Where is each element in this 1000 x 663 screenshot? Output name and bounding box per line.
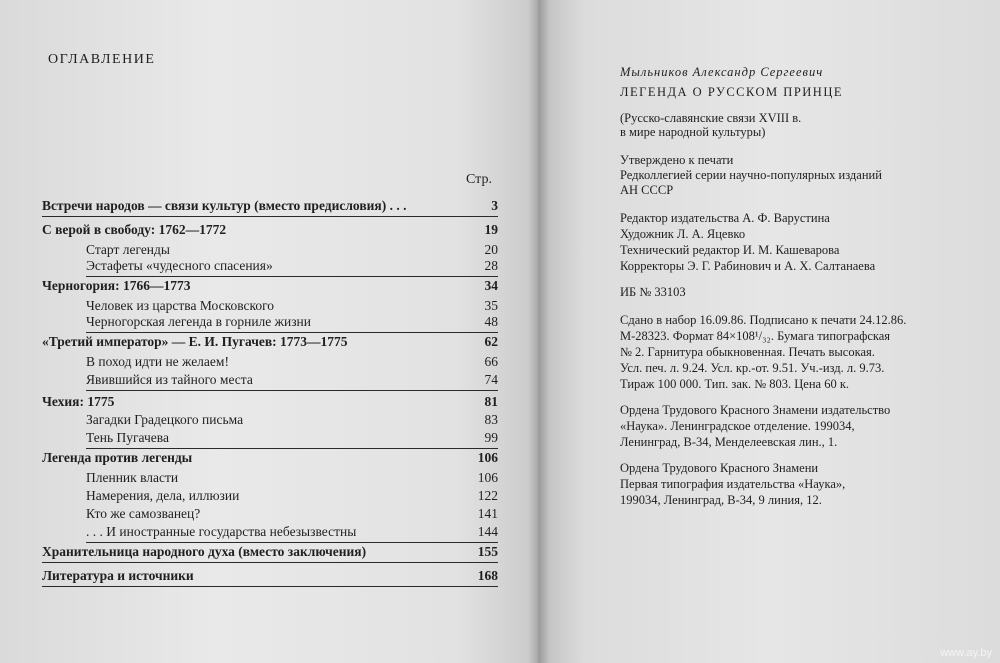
toc-entry-page: 3 [491, 198, 498, 213]
toc-entry [86, 522, 498, 542]
toc-entry-title: Явившийся из тайного места [86, 372, 253, 387]
toc-entry-title: Легенда против легенды [42, 450, 193, 465]
toc-entry-page: 74 [484, 372, 498, 387]
artist-line: Художник Л. А. Яцевко [620, 227, 746, 241]
publisher-line-1: Ордена Трудового Красного Знамени издательство [620, 403, 891, 417]
toc-entry [42, 448, 498, 468]
toc-entry-page: 83 [484, 412, 498, 427]
toc-entry [86, 410, 498, 430]
toc-entry-title: Старт легенды [86, 242, 170, 257]
toc-entry-page: 81 [484, 394, 498, 409]
print-line-5: Тираж 100 000. Тип. зак. № 803. Цена 60 к. [620, 377, 850, 391]
toc-entry-title: В поход идти не желаем! [86, 354, 229, 369]
subtitle-line-1: (Русско-славянские связи XVIII в. [620, 111, 802, 125]
toc-entry-title: Тень Пугачева [86, 430, 169, 445]
publisher-line-3: Ленинград, В-34, Менделеевская лин., 1. [620, 435, 838, 449]
toc-entry-title: «Третий император» — Е. И. Пугачев: 1773—1775 [42, 334, 348, 349]
toc-entry-title: Черногория: 1766—1773 [42, 278, 191, 293]
toc-heading: ОГЛАВЛЕНИЕ [48, 52, 156, 67]
toc-entry-page: 28 [484, 258, 498, 273]
approved-line-3: АН СССР [620, 183, 674, 197]
proofreaders-line: Корректоры Э. Г. Рабинович и А. Х. Салтанаева [620, 259, 876, 273]
toc-entry-title: Человек из царства Московского [86, 298, 275, 313]
toc-entry [86, 486, 498, 506]
print-line-2: М-28323. Формат 84×108¹/₃₂. Бумага типографская [620, 329, 891, 343]
toc-entry [86, 370, 498, 390]
toc-entry-page: 62 [484, 334, 498, 349]
toc-entry-title: Встречи народов — связи культур (вместо предисловия) . . . [42, 198, 407, 213]
watermark: www.ay.by [940, 647, 992, 659]
toc-entry [42, 392, 498, 412]
ib-number: ИБ № 33103 [620, 285, 686, 299]
approved-line-1: Утверждено к печати [620, 153, 734, 167]
book-title: ЛЕГЕНДА О РУССКОМ ПРИНЦЕ [620, 85, 843, 99]
print-line-4: Усл. печ. л. 9.24. Усл. кр.-от. 9.51. Уч.-изд. л. 9.73. [620, 361, 885, 375]
toc-entry-title: Черногорская легенда в горниле жизни [86, 314, 311, 329]
toc-divider [42, 562, 498, 563]
toc-entry [42, 276, 498, 296]
toc-entry [86, 504, 498, 524]
toc-entry-page: 35 [484, 298, 498, 313]
editor-line: Редактор издательства А. Ф. Варустина [620, 211, 830, 225]
toc-entry [42, 220, 498, 240]
toc-entry [86, 312, 498, 332]
toc-entry [86, 428, 498, 448]
toc-divider [86, 390, 498, 391]
toc-entry-title: Кто же самозванец? [86, 506, 201, 521]
toc-entry [42, 196, 498, 216]
toc-entry-title: С верой в свободу: 1762—1772 [42, 222, 227, 237]
toc-entry-page: 168 [477, 568, 498, 583]
toc-entry-title: . . . И иностранные государства небезызвестны [86, 524, 357, 539]
toc-entry-page: 66 [484, 354, 498, 369]
toc-entry [42, 542, 498, 562]
toc-entry-title: Намерения, дела, иллюзии [86, 488, 240, 503]
toc-entry-page: 48 [484, 314, 498, 329]
toc-entry-title: Загадки Градецкого письма [86, 412, 244, 427]
toc-divider [42, 216, 498, 217]
toc-entry [42, 332, 498, 352]
print-line-1: Сдано в набор 16.09.86. Подписано к печати 24.12.86. [620, 313, 907, 327]
toc-entry-title: Чехия: 1775 [42, 394, 115, 409]
toc-entry-page: 144 [477, 524, 498, 539]
book-gutter [528, 0, 550, 663]
toc-entry-page: 122 [477, 488, 498, 503]
toc-entry-title: Литература и источники [42, 568, 194, 583]
toc-entry [86, 256, 498, 276]
toc-entry-page: 106 [477, 450, 498, 465]
print-line-3: № 2. Гарнитура обыкновенная. Печать высокая. [620, 345, 875, 359]
toc-entry-page: 20 [484, 242, 498, 257]
page-column-label: Стр. [466, 172, 492, 187]
tech-editor-line: Технический редактор И. М. Кашеварова [620, 243, 840, 257]
toc-divider [42, 586, 498, 587]
toc-entry [86, 468, 498, 488]
toc-entry-page: 141 [477, 506, 498, 521]
toc-entry-title: Пленник власти [86, 470, 179, 485]
toc-entry-title: Эстафеты «чудесного спасения» [86, 258, 273, 273]
publisher-line-2: «Наука». Ленинградское отделение. 199034, [620, 419, 855, 433]
toc-entry-page: 34 [484, 278, 498, 293]
press-line-1: Ордена Трудового Красного Знамени [620, 461, 819, 475]
toc-entry [42, 566, 498, 586]
subtitle-line-2: в мире народной культуры) [620, 125, 766, 139]
toc-entry-page: 106 [477, 470, 498, 485]
press-line-2: Первая типография издательства «Наука», [620, 477, 846, 491]
approved-line-2: Редколлегией серии научно-популярных изданий [620, 168, 882, 182]
toc-entry-title: Хранительница народного духа (вместо заключения) [42, 544, 367, 559]
author-name: Мыльников Александр Сергеевич [620, 65, 824, 79]
toc-entry-page: 19 [484, 222, 498, 237]
press-line-3: 199034, Ленинград, В-34, 9 линия, 12. [620, 493, 822, 507]
toc-entry-page: 155 [477, 544, 498, 559]
toc-entry-page: 99 [484, 430, 498, 445]
toc-entry [86, 352, 498, 372]
